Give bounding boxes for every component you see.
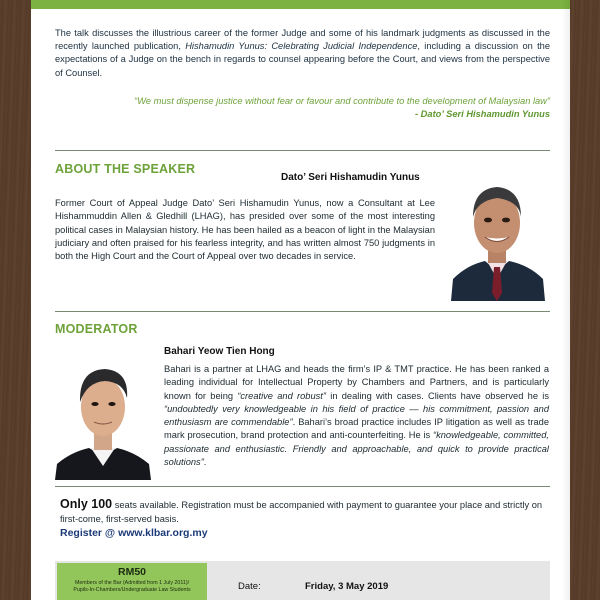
moderator-bio: [164, 363, 549, 469]
seats-notice: [60, 497, 550, 526]
publication-title: Hishamudin Yunus: Celebrating Judicial Independence: [185, 41, 418, 52]
speaker-photo: [447, 167, 547, 301]
moderator-name: Bahari Yeow Tien Hong: [164, 346, 275, 357]
intro-paragraph: [55, 27, 550, 80]
divider: [55, 486, 550, 487]
speaker-bio: Former Court of Appeal Judge Dato’ Seri Hishamudin Yunus, now a Consultant at Lee Hishammuddin Allen & Gledhill (LHAG), has presided over some of the most interesting political cases in Malaysian history. He has been hailed as a beacon of light in the Malaysian judiciary and often praised for his fearless integrity, and has written almost 750 judgments in both the High Court and the Court of Appeal over two decades in service.: [55, 198, 435, 262]
moderator-heading: MODERATOR: [55, 322, 138, 336]
ticket-info-bar: [55, 561, 550, 600]
divider: [55, 150, 550, 151]
top-accent-bar: [31, 0, 570, 9]
intro-text: The talk discusses the illustrious career of the former Judge and some of his landmark judgments as discussed in the recently launched publication,: [55, 28, 550, 52]
speaker-name: Dato’ Seri Hishamudin Yunus: [281, 172, 420, 183]
quote-text: “We must dispense justice without fear or favour and contribute to the development of Malaysian law”: [134, 96, 550, 106]
seat-count: Only 100: [60, 497, 113, 511]
quote-author: - Dato’ Seri Hishamudin Yunus: [415, 109, 550, 119]
moderator-quote: “undoubtedly very knowledgeable in his field of practice — his commitment, passion and enthusiasm are commendable”: [164, 403, 549, 428]
moderator-photo: [55, 352, 151, 480]
speaker-heading: ABOUT THE SPEAKER: [55, 162, 196, 176]
price-note: [57, 580, 207, 594]
moderator-bio-text: Bahari is a partner at LHAG and heads the firm’s IP & TMT practice. He has been ranked a leading individual for Intellectual Property by Chambers and Partners, and is particularly known for being: [164, 364, 549, 401]
price-note-line: Pupils-In-Chambers/Undergraduate Law Students: [73, 587, 191, 593]
moderator-bio-text: .: [203, 457, 207, 468]
price-box: [57, 563, 207, 600]
register-link[interactable]: Register @ www.klbar.org.my: [60, 527, 208, 539]
flyer-page: [31, 0, 570, 600]
price-note-line: Members of the Bar (Admitted from 1 July 2011)/: [74, 580, 190, 586]
moderator-quote: “creative and robust”: [237, 390, 326, 401]
moderator-bio-text: in dealing with cases. Clients have observed he is: [325, 390, 549, 401]
moderator-bio-text: . Bahari’s broad practice includes IP litigation as well as trade mark prosecution, brand protection and anti-counterfeiting. He is: [164, 417, 550, 441]
date-label: Date:: [238, 581, 261, 592]
intro-text-end: , including a discussion on the expectations of a Judge on the bench in regards to counsel appearing before the Court, and views from the perspective of Counsel.: [55, 41, 550, 78]
seats-text: seats available. Registration must be accompanied with payment to guarantee your place and strictly on first-come, first-served basis.: [60, 500, 543, 524]
page-edge-shadow: [562, 0, 570, 600]
date-value: Friday, 3 May 2019: [305, 581, 389, 592]
quote-block: [55, 95, 550, 121]
moderator-quote: “knowledgeable, committed, passionate and enthusiastic. Friendly and approachable, and quick to provide practical solutions”: [164, 430, 549, 468]
divider: [55, 311, 550, 312]
price: RM50: [117, 566, 146, 578]
